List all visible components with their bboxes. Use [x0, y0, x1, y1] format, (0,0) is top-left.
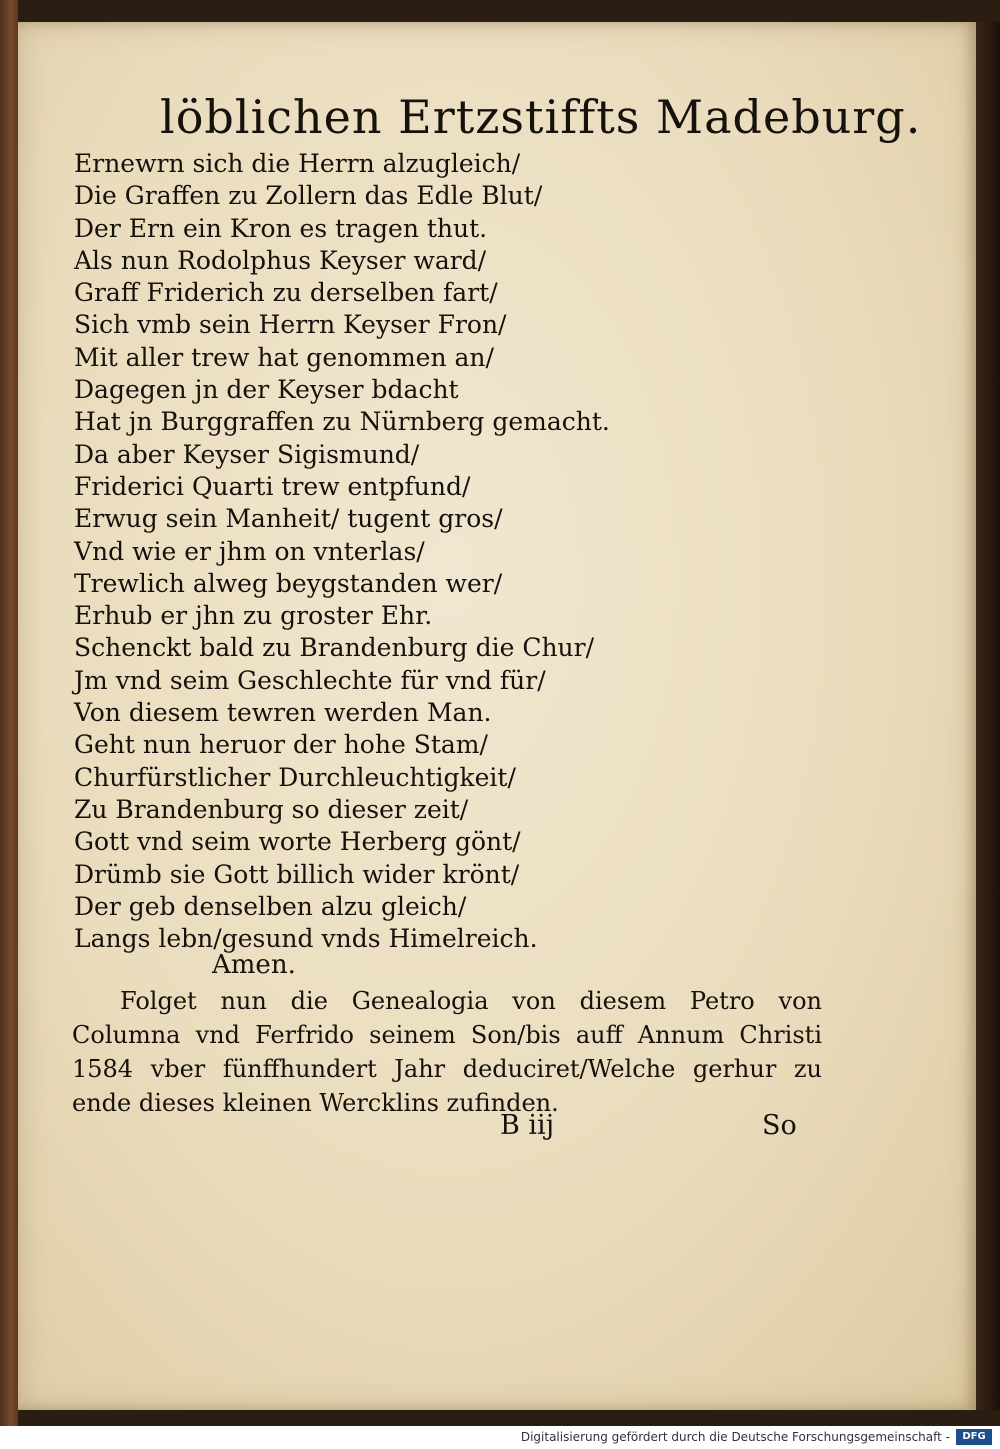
- verse-line: Zu Brandenburg so dieser zeit/: [74, 794, 469, 824]
- funding-credit: Digitalisierung gefördert durch die Deutsche Forschungsgemeinschaft -: [520, 1430, 950, 1444]
- catchword: So: [762, 1110, 797, 1141]
- verse-line: Die Graffen zu Zollern das Edle Blut/: [74, 181, 543, 211]
- footer-bar: [0, 1426, 1000, 1449]
- verse-line: Jm vnd seim Geschlechte für vnd für/: [74, 665, 546, 695]
- verse-line: Hat jn Burggraffen zu Nürnberg gemacht.: [74, 407, 610, 437]
- verse-line: Drümb sie Gott billich wider krönt/: [74, 859, 520, 889]
- book-spine: [0, 0, 18, 1426]
- verse-line: Sich vmb sein Herrn Keyser Fron/: [74, 310, 507, 340]
- genealogy-paragraph: Folget nun die Genealogia von diesem Petro von Columna vnd Ferfrido seinem Son/bis auff Annum Christi 1584 vber fünffhundert Jahr deduciret/Welche gerhur zu ende dieses kleinen Wercklins zufinden.: [72, 987, 822, 1117]
- verse-line: Der geb denselben alzu gleich/: [74, 891, 467, 921]
- verse-line: Graff Friderich zu derselben fart/: [74, 278, 498, 308]
- verse-line: Trewlich alweg beygstanden wer/: [74, 568, 503, 598]
- running-header: löblichen Ertzstiffts Madeburg.: [160, 90, 922, 144]
- verse-line: Vnd wie er jhm on vnterlas/: [74, 536, 425, 566]
- page-edge: [976, 22, 1000, 1410]
- verse-line: Der Ern ein Kron es tragen thut.: [74, 213, 488, 243]
- verse-line: Langs lebn/gesund vnds Himelreich.: [74, 924, 538, 954]
- verse-line: Erhub er jhn zu groster Ehr.: [74, 601, 433, 631]
- signature-mark: B iij: [500, 1110, 555, 1141]
- verse-line: Ernewrn sich die Herrn alzugleich/: [74, 149, 521, 178]
- verse-line: Als nun Rodolphus Keyser ward/: [74, 245, 487, 275]
- verse-line: Mit aller trew hat genommen an/: [74, 342, 494, 372]
- verse-line: Friderici Quarti trew entpfund/: [74, 471, 471, 501]
- amen-line: Amen.: [212, 950, 296, 980]
- dfg-logo: DFG: [956, 1429, 992, 1445]
- verse-line: Gott vnd seim worte Herberg gönt/: [74, 827, 521, 857]
- verse-line: Dagegen jn der Keyser bdacht: [74, 375, 459, 405]
- verse-line: Erwug sein Manheit/ tugent gros/: [74, 504, 503, 534]
- verse-line: Geht nun heruor der hohe Stam/: [74, 730, 488, 760]
- verse-list: [74, 148, 610, 955]
- verse-line: Churfürstlicher Durchleuchtigkeit/: [74, 762, 516, 792]
- verse-line: Da aber Keyser Sigismund/: [74, 439, 420, 469]
- verse-line: Schenckt bald zu Brandenburg die Chur/: [74, 633, 595, 663]
- verse-line: Von diesem tewren werden Man.: [74, 698, 492, 728]
